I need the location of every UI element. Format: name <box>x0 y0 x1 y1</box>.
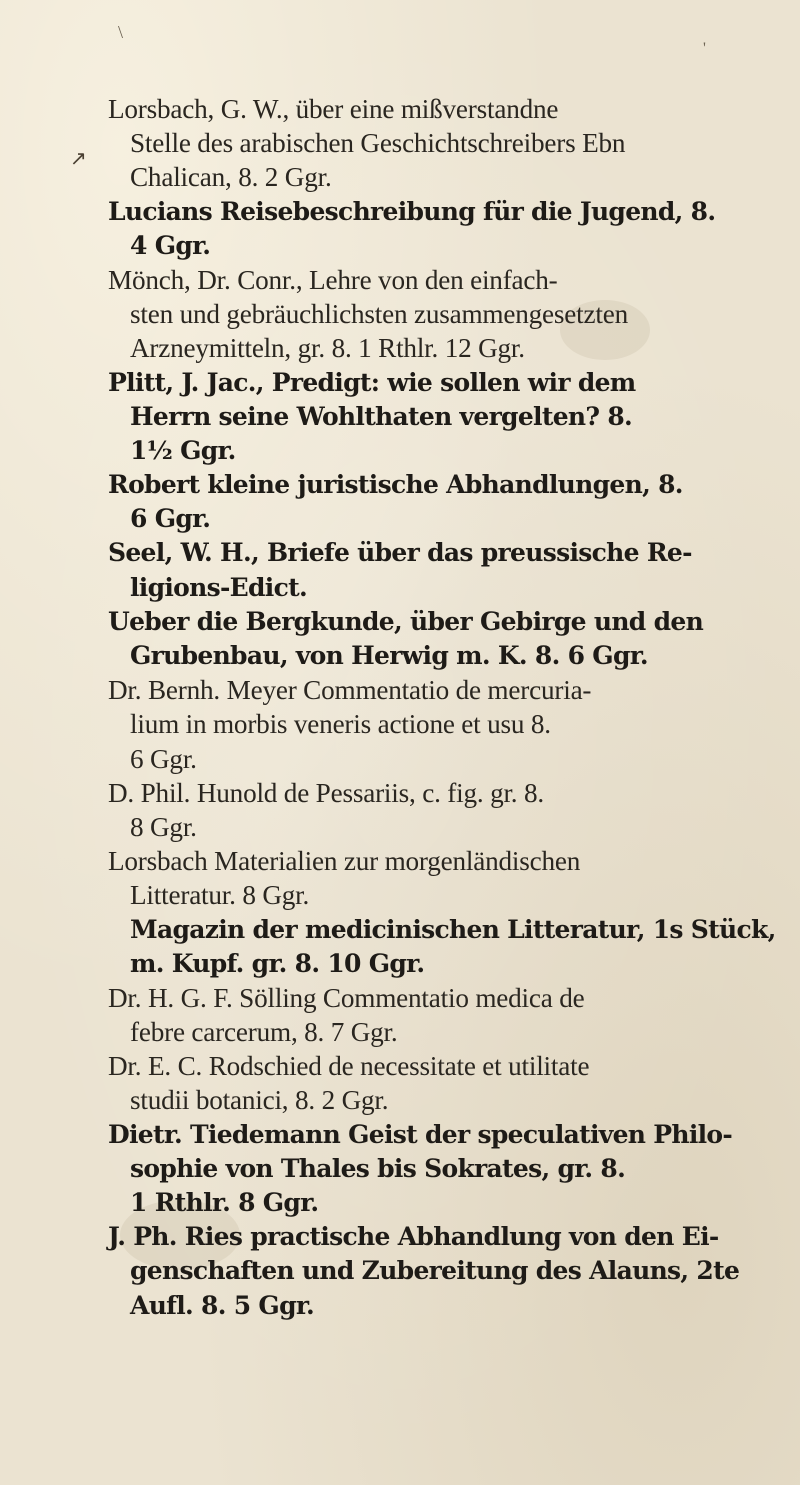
entry-line: Dr. E. C. Rodschied de necessitate et utilitate <box>108 1051 590 1082</box>
page-edge-mark: ' <box>703 40 706 57</box>
entry-line: sten und gebräuchlichsten zusammengesetzten <box>130 299 628 330</box>
entry-line: 1½ Ggr. <box>130 435 236 465</box>
entry-line: Magazin der medicinischen Litteratur, 1s Stück, <box>130 914 776 944</box>
entry-line: Chalican, 8. 2 Ggr. <box>130 162 332 193</box>
entry-line: 1 Rthlr. 8 Ggr. <box>130 1188 319 1217</box>
entry-line: 6 Ggr. <box>130 504 211 534</box>
entry-line: 8 Ggr. <box>130 811 197 842</box>
entry-line: febre carcerum, 8. 7 Ggr. <box>130 1017 398 1048</box>
entry-line: D. Phil. Hunold de Pessariis, c. fig. gr. 8. <box>108 777 544 808</box>
catalog-entries <box>108 92 776 1323</box>
entry-line: 6 Ggr. <box>130 743 197 774</box>
entry-line: Arzneymitteln, gr. 8. 1 Rthlr. 12 Ggr. <box>130 333 525 364</box>
entry-line: Lucians Reisebeschreibung für die Jugend, 8. <box>108 196 716 226</box>
entry-line: Dietr. Tiedemann Geist der speculativen Philo- <box>108 1119 733 1149</box>
entry-line: lium in morbis veneris actione et usu 8. <box>130 709 551 740</box>
entry-line: sophie von Thales bis Sokrates, gr. 8. <box>130 1153 626 1183</box>
entry-line: genschaften und Zubereitung des Alauns, 2te <box>130 1256 740 1286</box>
margin-mark: ↗ <box>70 148 87 170</box>
entry-line: Dr. H. G. F. Sölling Commentatio medica de <box>108 982 585 1013</box>
entry-line: Lorsbach, G. W., über eine mißverstandne <box>108 94 559 124</box>
page-edge-mark: \ <box>118 22 124 42</box>
entry-line: Litteratur. 8 Ggr. <box>130 880 310 911</box>
entry-line: Aufl. 8. 5 Ggr. <box>130 1290 315 1320</box>
entry-line: Robert kleine juristische Abhandlungen, 8. <box>108 470 683 500</box>
entry-line: Stelle des arabischen Geschichtschreibers Ebn <box>130 128 626 159</box>
entry-line: Plitt, J. Jac., Predigt: wie sollen wir dem <box>108 367 636 397</box>
entry-line: Ueber die Bergkunde, über Gebirge und den <box>108 606 704 636</box>
entry-line: Grubenbau, von Herwig m. K. 8. 6 Ggr. <box>130 641 648 670</box>
entry-line: Seel, W. H., Briefe über das preussische Re- <box>108 538 692 568</box>
entry-line: ligions-Edict. <box>130 572 307 602</box>
entry-line: studii botanici, 8. 2 Ggr. <box>130 1085 389 1116</box>
entry-line: Herrn seine Wohlthaten vergelten? 8. <box>130 401 633 431</box>
entry-line: J. Ph. Ries practische Abhandlung von den Ei- <box>108 1222 719 1252</box>
entry-line: Dr. Bernh. Meyer Commentatio de mercuria- <box>108 675 592 706</box>
entry-line: m. Kupf. gr. 8. 10 Ggr. <box>130 948 425 978</box>
entry-line: 4 Ggr. <box>130 230 211 260</box>
entry-line: Lorsbach Materialien zur morgenländischen <box>108 846 581 877</box>
entry-line: Mönch, Dr. Conr., Lehre von den einfach- <box>108 264 558 295</box>
